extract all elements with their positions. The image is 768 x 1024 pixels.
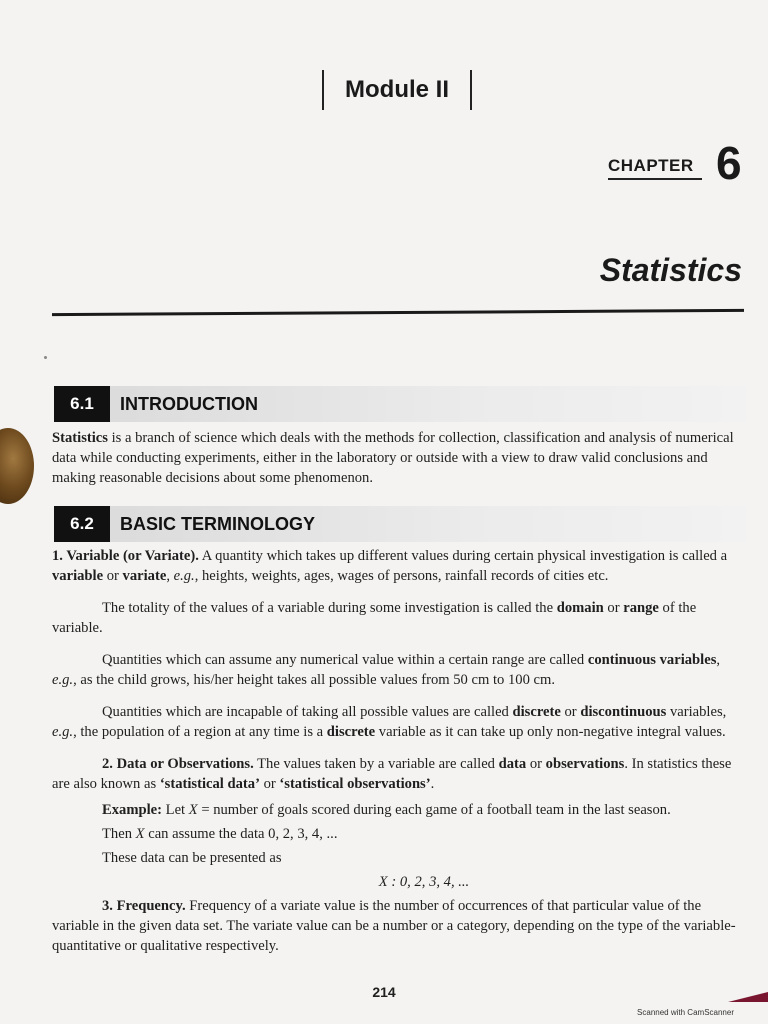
- paragraph: [52, 428, 746, 488]
- paragraph-data-observations: [52, 754, 746, 794]
- title-rule: [52, 309, 744, 316]
- paragraph-presented: [52, 848, 746, 868]
- paragraph-then: [52, 824, 746, 844]
- text-run: data: [498, 756, 527, 772]
- data-expression: [52, 872, 746, 892]
- scanner-watermark: Scanned with CamScanner: [637, 1008, 734, 1017]
- text-run: is a branch of science which deals with the methods for collection, classification and analysis of numerical data while conducting experiments, either in the laboratory or outside with a view to draw valid conclusions and making reasonable decisions about some phenomenon.: [52, 430, 734, 486]
- section-number: 6.1: [54, 386, 110, 422]
- text-run: variable: [52, 568, 104, 584]
- chapter-number: 6: [716, 137, 742, 189]
- text-run: continuous variables: [587, 652, 717, 668]
- text-run: = number of goals scored during each game of a football team in the last season.: [197, 802, 671, 818]
- section-body-introduction: [52, 428, 746, 488]
- paragraph-domain: [52, 598, 746, 638]
- text-run: discrete: [512, 704, 561, 720]
- paragraph-example: [52, 800, 746, 820]
- text-run: range: [623, 600, 659, 616]
- chapter-title: Statistics: [599, 252, 742, 288]
- text-run: : 0, 2, 3, 4, ...: [387, 874, 470, 890]
- text-run: , the population of a region at any time is a: [73, 724, 327, 740]
- text-run: ‘statistical observations’: [279, 776, 431, 792]
- section-title: BASIC TERMINOLOGY: [120, 513, 316, 534]
- section-header-basic-terminology: [54, 506, 746, 542]
- paragraph-discrete: [52, 702, 746, 742]
- text-run: X: [135, 826, 145, 842]
- text-run: or: [259, 776, 280, 792]
- text-run: ,: [166, 568, 174, 584]
- chapter-label-underline: [608, 178, 702, 180]
- paragraph-frequency: [52, 896, 746, 956]
- text-run: discontinuous: [580, 704, 667, 720]
- text-run: The values taken by a variable are called: [253, 756, 499, 772]
- text-run: , heights, weights, ages, wages of persons, rainfall records of cities etc.: [194, 568, 609, 584]
- text-run: Statistics: [52, 430, 108, 446]
- text-run: .: [430, 776, 435, 792]
- text-run: ‘statistical data’: [159, 776, 260, 792]
- paragraph-continuous: [52, 650, 746, 690]
- text-run: variables,: [666, 704, 727, 720]
- page-number: 214: [372, 984, 396, 1000]
- section-body-basic-terminology: [52, 546, 746, 956]
- text-run: 3. Frequency.: [102, 898, 186, 914]
- text-run: 2. Data or Observations.: [102, 756, 254, 772]
- text-run: Example:: [102, 802, 162, 818]
- text-run: X: [378, 874, 388, 890]
- text-run: or: [603, 600, 624, 616]
- text-run: e.g.: [52, 724, 74, 740]
- corner-mark: [728, 992, 768, 1002]
- section-number: 6.2: [54, 506, 110, 542]
- section-header-introduction: [54, 386, 746, 422]
- text-run: variate: [122, 568, 167, 584]
- text-run: domain: [556, 600, 604, 616]
- text-run: or: [560, 704, 581, 720]
- text-run: can assume the data 0, 2, 3, 4, ...: [144, 826, 338, 842]
- paragraph-variable: [52, 546, 746, 586]
- text-run: The totality of the values of a variable during some investigation is called the: [102, 600, 557, 616]
- text-run: X: [188, 802, 198, 818]
- text-run: observations: [545, 756, 625, 772]
- text-run: e.g.: [52, 672, 74, 688]
- text-run: or: [103, 568, 123, 584]
- text-run: A quantity which takes up different values during certain physical investigation is called a: [198, 548, 728, 564]
- text-run: These data can be presented as: [102, 850, 282, 866]
- text-run: Quantities which can assume any numerical value within a certain range are called: [102, 652, 588, 668]
- text-run: Let: [162, 802, 189, 818]
- text-run: discrete: [326, 724, 376, 740]
- text-run: variable as it can take up only non-negative integral values.: [375, 724, 726, 740]
- module-label: Module II: [345, 76, 449, 103]
- text-run: . In statistics these are also known as: [52, 756, 732, 792]
- text-run: Frequency of a variate value is the number of occurrences of that particular value of the variable in the given data set. The variate value can be a number or a category, depending on the type of the variable-quantitative or qualitative respectively.: [52, 898, 736, 954]
- text-run: or: [526, 756, 546, 772]
- thumb-in-scan: [0, 428, 34, 504]
- text-run: , as the child grows, his/her height takes all possible values from 50 cm to 100 cm.: [73, 672, 555, 688]
- text-run: e.g.: [173, 568, 195, 584]
- text-run: Then: [102, 826, 136, 842]
- text-run: ,: [716, 652, 721, 668]
- text-run: 1. Variable (or Variate).: [52, 548, 199, 564]
- module-heading: [322, 70, 472, 110]
- speck: [44, 356, 47, 359]
- section-title: INTRODUCTION: [120, 393, 258, 414]
- text-run: of the variable.: [52, 600, 697, 636]
- text-run: Quantities which are incapable of taking all possible values are called: [102, 704, 513, 720]
- chapter-label: CHAPTER: [608, 156, 694, 175]
